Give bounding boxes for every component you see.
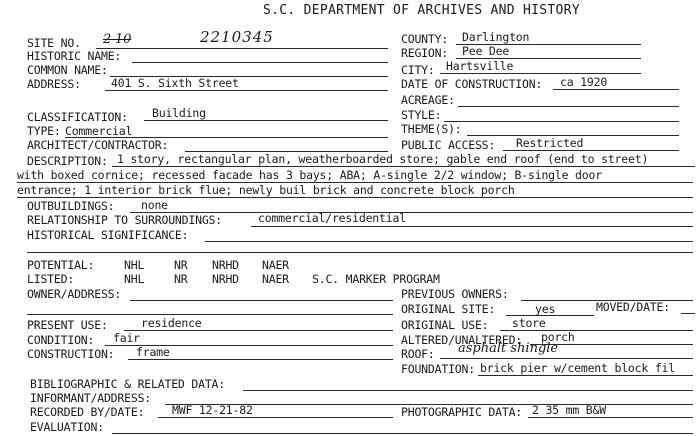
classification-line [144, 120, 388, 121]
relationship-label: RELATIONSHIP TO SURROUNDINGS: [27, 213, 222, 227]
owner-address-line-2 [27, 314, 393, 315]
photographic-data-value: 2 35 mm B&W [532, 403, 606, 417]
region-value: Pee Dee [462, 44, 510, 58]
address-value: 401 S. Sixth Street [111, 76, 239, 90]
date-construction-label: DATE OF CONSTRUCTION: [401, 77, 543, 91]
style-line [444, 121, 679, 122]
recorded-by-line [158, 417, 393, 418]
roof-line [440, 358, 693, 359]
public-access-label: PUBLIC ACCESS: [401, 138, 496, 152]
original-use-label: ORIGINAL USE: [401, 318, 489, 332]
description-rule-1 [112, 166, 695, 167]
moved-date-label: MOVED/DATE: [596, 300, 670, 314]
relationship-line [251, 226, 693, 227]
condition-label: CONDITION: [27, 333, 95, 347]
informant-label: INFORMANT/ADDRESS: [30, 391, 152, 405]
bibliographic-line [243, 390, 693, 391]
county-value: Darlington [462, 30, 530, 44]
common-name-label: COMMON NAME: [27, 63, 108, 77]
evaluation-line [112, 433, 693, 434]
construction-label: CONSTRUCTION: [27, 347, 115, 361]
foundation-value: brick pier w/cement block fil [480, 361, 675, 375]
foundation-label: FOUNDATION: [401, 362, 475, 376]
construction-line [128, 359, 393, 360]
outbuildings-label: OUTBUILDINGS: [27, 199, 115, 213]
site-no-line [96, 48, 388, 49]
date-construction-value: ca 1920 [560, 75, 608, 89]
date-construction-line [553, 89, 679, 90]
listed-option-nr: NR [174, 272, 188, 286]
type-value: Commercial [65, 124, 133, 138]
address-label: ADDRESS: [27, 77, 81, 91]
public-access-line [503, 150, 679, 151]
relationship-value: commercial/residential [258, 211, 406, 225]
address-line [105, 90, 388, 91]
section-divider [27, 252, 693, 253]
sc-marker-program: S.C. MARKER PROGRAM [312, 272, 440, 286]
recorded-by-value: MWF 12-21-82 [172, 403, 253, 417]
potential-option-nrhd: NRHD [212, 258, 239, 272]
themes-label: THEME(S): [401, 122, 462, 136]
original-use-line [500, 330, 693, 331]
page-title: S.C. DEPARTMENT OF ARCHIVES AND HISTORY [263, 3, 580, 18]
type-label: TYPE: [27, 124, 61, 138]
classification-value: Building [152, 106, 206, 120]
condition-value: fair [113, 331, 140, 345]
potential-option-nhl: NHL [124, 258, 145, 272]
roof-label: ROOF: [401, 347, 435, 361]
description-rule-3 [17, 197, 693, 198]
listed-label: LISTED: [27, 272, 75, 286]
potential-label: POTENTIAL: [27, 258, 95, 272]
description-label: DESCRIPTION: [27, 154, 108, 168]
potential-option-naer: NAER [262, 258, 289, 272]
region-label: REGION: [401, 46, 449, 60]
photographic-data-label: PHOTOGRAPHIC DATA: [401, 405, 523, 419]
site-no-label: SITE NO. [27, 36, 81, 50]
site-no-struck-value: 2 10 [103, 32, 132, 47]
style-label: STYLE: [401, 108, 442, 122]
historic-name-label: HISTORIC NAME: [27, 49, 122, 63]
listed-option-nrhd: NRHD [212, 272, 239, 286]
acreage-label: ACREAGE: [401, 93, 455, 107]
altered-label: ALTERED/UNALTERED: [401, 333, 523, 347]
historical-significance-label: HISTORICAL SIGNIFICANCE: [27, 228, 189, 242]
foundation-line [478, 375, 693, 376]
photographic-data-line [528, 417, 693, 418]
previous-owners-label: PREVIOUS OWNERS: [401, 287, 509, 301]
potential-option-nr: NR [174, 258, 188, 272]
outbuildings-value: none [141, 198, 168, 212]
original-site-label: ORIGINAL SITE: [401, 302, 496, 316]
owner-address-label: OWNER/ADDRESS: [27, 287, 122, 301]
site-no-handwritten-value: 2210345 [200, 28, 274, 46]
present-use-label: PRESENT USE: [27, 318, 108, 332]
bibliographic-label: BIBLIOGRAPHIC & RELATED DATA: [30, 377, 225, 391]
roof-value: asphalt shingle [458, 341, 559, 356]
city-label: CITY: [401, 63, 435, 77]
description-line-2: with boxed cornice; recessed facade has 3 bays; ABA; A-single 2/2 window; B-single door [17, 168, 602, 182]
present-use-value: residence [141, 316, 202, 330]
city-value: Hartsville [446, 59, 514, 73]
owner-address-line-1 [130, 300, 393, 301]
description-line-3: entrance; 1 interior brick flue; newly buil brick and concrete block porch [17, 183, 515, 197]
architect-label: ARCHITECT/CONTRACTOR: [27, 138, 169, 152]
public-access-value: Restricted [516, 136, 584, 150]
listed-option-naer: NAER [262, 272, 289, 286]
construction-value: frame [136, 345, 170, 359]
listed-option-nhl: NHL [124, 272, 145, 286]
moved-date-line [681, 313, 695, 314]
historic-name-line [132, 62, 388, 63]
recorded-by-label: RECORDED BY/DATE: [30, 405, 145, 419]
evaluation-label: EVALUATION: [30, 420, 104, 434]
classification-label: CLASSIFICATION: [27, 110, 128, 124]
county-label: COUNTY: [401, 32, 449, 46]
present-use-line [124, 330, 393, 331]
original-use-value: store [512, 316, 546, 330]
historical-significance-line [205, 241, 693, 242]
city-line [440, 73, 641, 74]
altered-value: porch [541, 330, 575, 344]
original-site-value: yes [535, 302, 556, 316]
acreage-line [458, 106, 679, 107]
description-line-1: 1 story, rectangular plan, weatherboarded store; gable end roof (end to street) [117, 152, 649, 166]
